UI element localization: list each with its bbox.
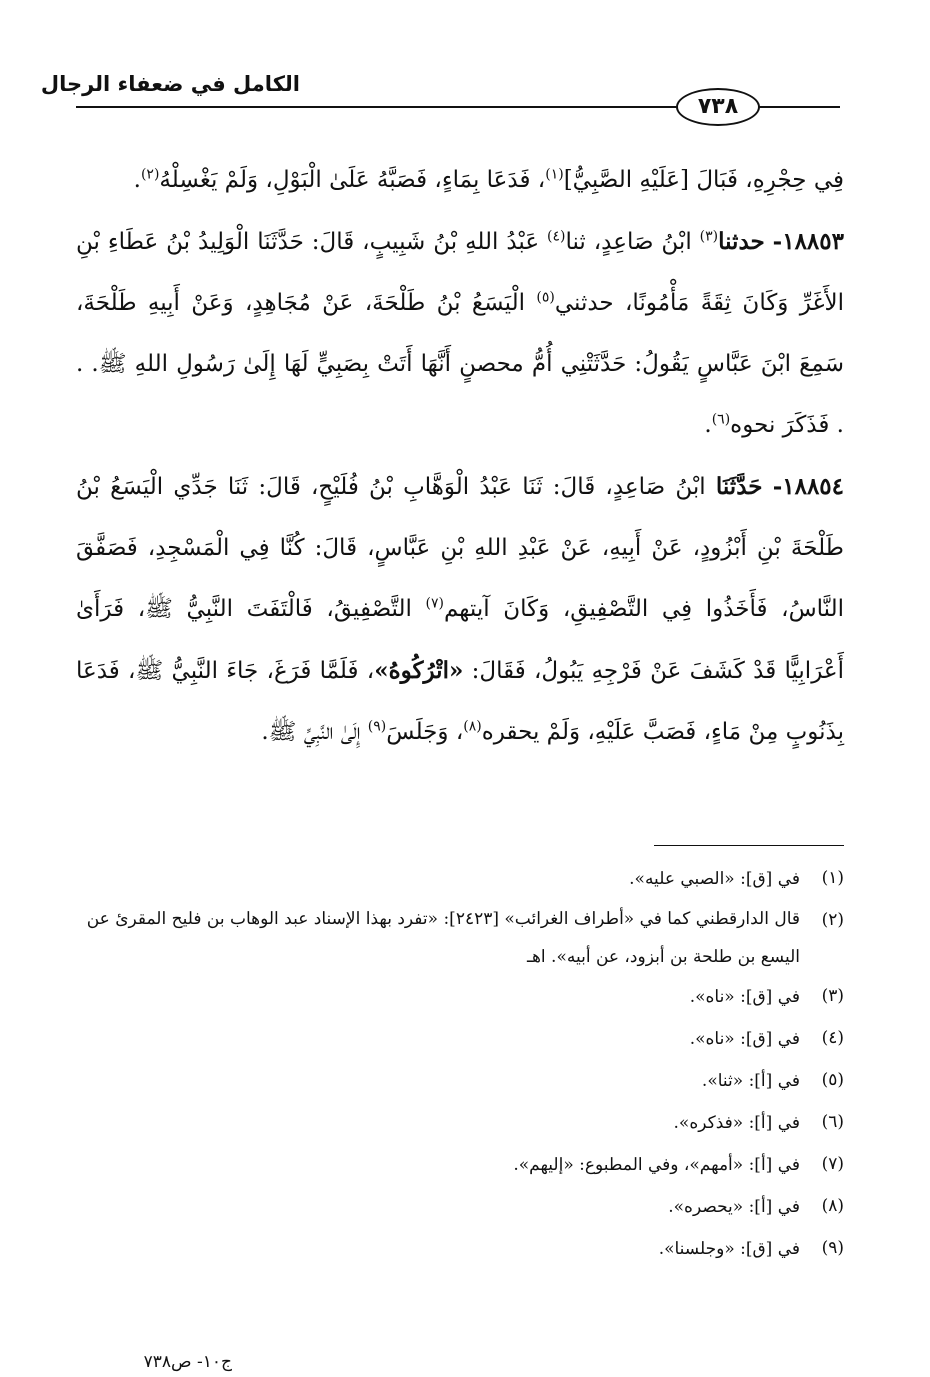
- footnote-ref: (٣): [699, 228, 719, 245]
- footnote-ref: (٦): [711, 411, 731, 428]
- hadith-number: ١٨٨٥٣-: [772, 228, 844, 255]
- footnote-ref: (٤): [547, 228, 566, 245]
- prophetic-quote: «اتْرُكُوهُ»: [374, 657, 464, 684]
- footnote-5: (٥) في [أ]: «ثنا».: [701, 1070, 844, 1091]
- narration-keyword: حَدَّثَنَا: [715, 473, 763, 500]
- hadith-18853: ١٨٨٥٣- حدثنا$^{(٣)}$ ابْنُ صَاعِدٍ، ثنا$^{(٤)}$ عَبْدُ اللهِ بْنُ شَبِيبٍ، قَالَ: حَدَّثَنَا الْوَلِيدُ بْنُ عَطَاءِ بْنِ الأَغَرِّ وَكَانَ ثِقَةً مَأْمُونًا، حدثني$^{(٥)}$ الْيَسَعُ بْنُ طَلْحَةَ، عَنْ مُجَاهِدٍ، وَعَنْ أَبِيهِ طَلْحَةَ، سَمِعَ ابْنَ عَبَّاسٍ يَقُولُ: حَدَّثَتْنِي أُمُّ محصنٍ أَنَّهَا أَتَتْ بِصَبِيٍّ لَهَا إِلَىٰ رَسُولِ اللهِ ﷺ. . . فَذَكَرَ نحوه$^{(٦)}$.: [76, 228, 844, 438]
- footnote-9: (٩) في [ق]: «وجلسنا».: [658, 1238, 844, 1259]
- footnote-4: (٤) في [ق]: «ناه».: [689, 1028, 844, 1049]
- footnote-ref: (٨): [463, 718, 482, 735]
- footnote-separator: [654, 845, 844, 846]
- paragraph-continuation: فِي حِجْرِهِ، فَبَالَ [عَلَيْهِ الصَّبِيُّ]$^{(١)}$، فَدَعَا بِمَاءٍ، فَصَبَّهُ عَلَىٰ الْبَوْلِ، وَلَمْ يَغْسِلْهُ$^{(٢)}$.: [133, 166, 844, 193]
- footnote-2: (٢) قال الدارقطني كما في «أطراف الغرائب» [٢٤٢٣]: «تفرد بهذا الإسناد عبد الوهاب بن فليح المقرئ عن اليسع بن طلحة بن أبزود، عن أبيه». اهـ: [86, 909, 844, 967]
- body-text: [76, 150, 844, 763]
- narration-keyword: حدثنا: [718, 228, 765, 255]
- footnotes: [76, 858, 844, 1270]
- footnote-8: (٨) في [أ]: «يحصره».: [668, 1196, 844, 1217]
- footnote-ref: (٥): [536, 289, 555, 306]
- hadith-number: ١٨٨٥٤-: [772, 473, 845, 500]
- hadith-18854: ١٨٨٥٤- حَدَّثَنَا ابْنُ صَاعِدٍ، قَالَ: ثَنَا عَبْدُ الْوَهَّابِ بْنُ فُلَيْحٍ، قَالَ: ثَنَا جَدِّي الْيَسَعُ بْنُ طَلْحَةَ بْنِ أَبْزُودٍ، عَنْ أَبِيهِ، عَنْ عَبْدِ اللهِ بْنِ عَبَّاسٍ، قَالَ: كُنَّا فِي الْمَسْجِدِ، فَصَفَّقَ النَّاسُ، فَأَخَذُوا فِي التَّصْفِيقِ، وَكَانَ آيتهم$^{(٧)}$ التَّصْفِيقُ، فَالْتَفَتَ النَّبِيُّ ﷺ، فَرَأَىٰ أَعْرَابِيًّا قَدْ كَشَفَ عَنْ فَرْجِهِ يَبُولُ، فَقَالَ: «اتْرُكُوهُ»، فَلَمَّا فَرَغَ، جَاءَ النَّبِيُّ ﷺ، فَدَعَا بِذَنُوبٍ مِنْ مَاءٍ، فَصَبَّ عَلَيْهِ، وَلَمْ يحقره$^{(٨)}$، وَجَلَسَ$^{(٩)}$ إِلَىٰ النَّبِيِّ ﷺ.: [76, 473, 845, 745]
- footnote-ref: (٧): [425, 595, 444, 612]
- page-number-badge: ٧٣٨: [676, 88, 760, 126]
- footnote-ref: (٩): [367, 718, 387, 735]
- footnote-ref: (٢): [140, 166, 160, 183]
- volume-page-reference: ج١٠- ص٧٣٨: [143, 1352, 232, 1372]
- footnote-3: (٣) في [ق]: «ناه».: [689, 986, 844, 1007]
- footnote-7: (٧) في [أ]: «أمهم»، وفي المطبوع: «إليهم».: [513, 1154, 844, 1175]
- running-title: الكامل في ضعفاء الرجال: [40, 72, 300, 96]
- footnote-ref: (١): [545, 166, 564, 183]
- footnote-1: (١) في [ق]: «الصبي عليه».: [629, 868, 844, 889]
- footnote-6: (٦) في [أ]: «فذكره».: [673, 1112, 844, 1133]
